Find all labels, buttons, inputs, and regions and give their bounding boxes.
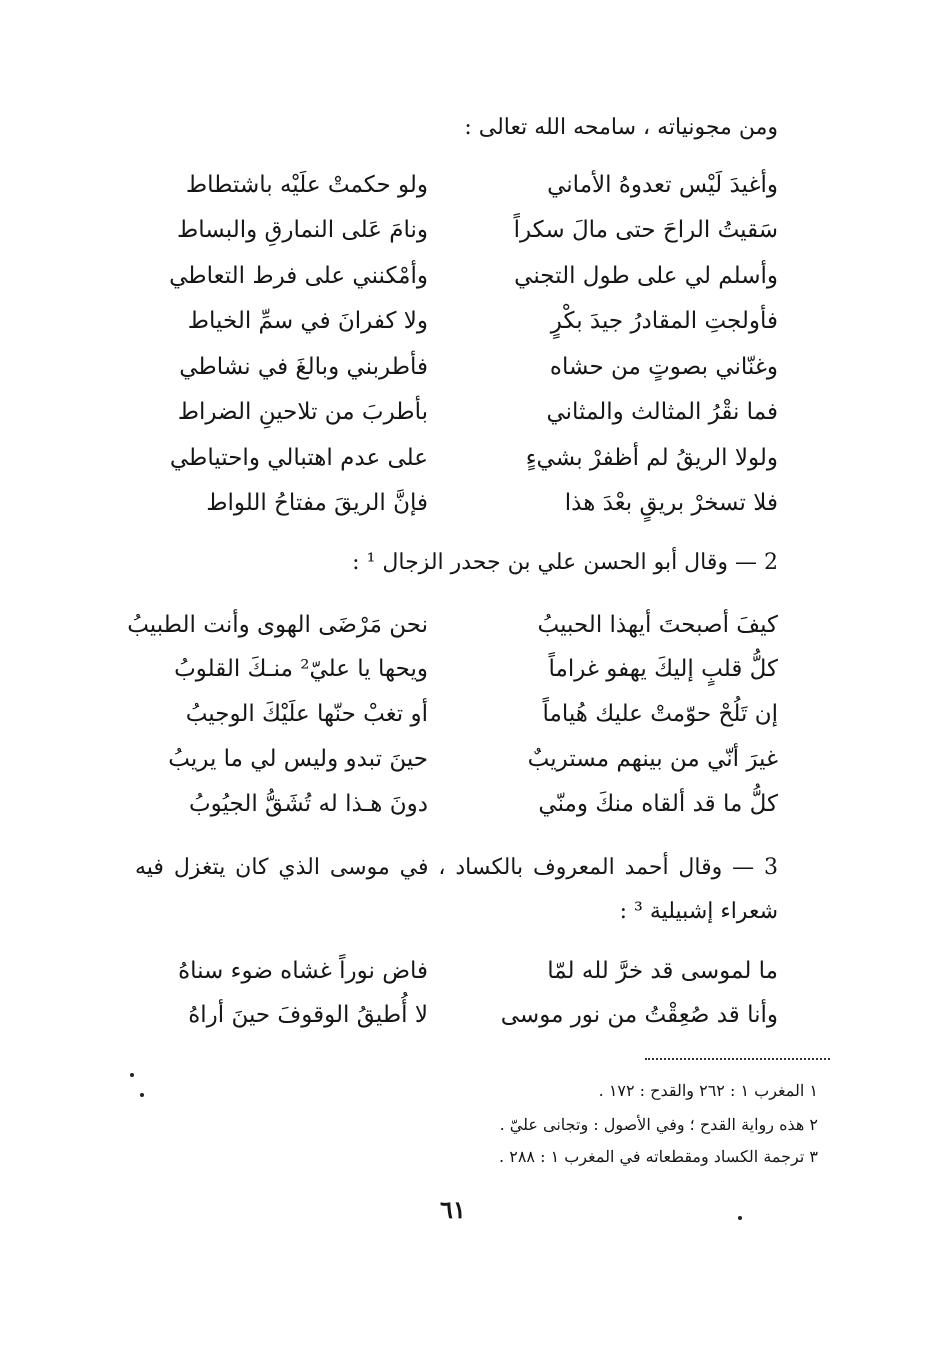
- poem2-verse3-second: أو تغبْ حنّها علَيْكَ الوجيبُ: [185, 701, 428, 727]
- speck-mark: [738, 1216, 742, 1220]
- footnote-3: ٣ ترجمة الكساد ومقطعاته في المغرب ١ : ٢٨٨ .: [499, 1147, 818, 1166]
- poem1-verse7-first: ولولا الريقُ لم أظفرْ بشيءٍ: [525, 445, 778, 471]
- poem1-verse5-first: وغنّاني بصوتٍ من حشاه: [549, 354, 778, 380]
- poem1-verse4-first: فأولجتِ المقادرُ جيدَ بكْرٍ: [550, 308, 778, 334]
- poem1-verse2-first: سَقيتُ الراحَ حتى مالَ سكراً: [513, 217, 778, 243]
- poem2-verse5-second: دونَ هـذا له تُشَقُّ الجيُوبُ: [189, 791, 428, 817]
- poem1-verse2-second: ونامَ عَلى النمارقِ والبساط: [176, 217, 428, 243]
- poem1-verse3-first: وأسلم لي على طول التجني: [514, 263, 778, 289]
- poem2-verse2-first: كلُّ قلبٍ إليكَ يهفو غراماً: [548, 656, 778, 682]
- poem1-verse8-second: فإنَّ الريقَ مفتاحُ اللواط: [206, 490, 428, 516]
- poem1-verse6-first: فما نقْرُ المثالث والمثاني: [546, 399, 778, 425]
- poem1-verse8-first: فلا تسخرْ بريقٍ بعْدَ هذا: [564, 490, 778, 516]
- poem2-verse1-first: كيفَ أصبحتَ أيهذا الحبيبُ: [537, 612, 778, 638]
- poem2-verse4-first: غيرَ أنّي من بينهم مستريبٌ: [527, 746, 778, 772]
- footnote-2: ٢ هذه رواية القدح ؛ وفي الأصول : وتجانى عليّ .: [499, 1115, 818, 1134]
- poem2-verse5-first: كلُّ ما قد ألقاه منكَ ومنّي: [538, 791, 778, 817]
- poem3-verse1-first: ما لموسى قد خرَّ لله لمّا: [547, 958, 778, 984]
- poem2-verse2-second: ويحها يا عليّ² منـكَ القلوبُ: [174, 656, 428, 682]
- poem3-verse1-second: فاض نوراً غشاه ضوء سناهُ: [178, 958, 428, 984]
- speck-mark: [130, 1073, 134, 1077]
- intro-line: ومن مجونياته ، سامحه الله تعالى :: [464, 115, 778, 140]
- poem3-verse2-second: لا أُطيقُ الوقوفَ حينَ أراهُ: [188, 1002, 428, 1028]
- poem1-verse1-first: وأغيدَ لَيْس تعدوهُ الأماني: [547, 172, 778, 198]
- footnote-1: ١ المغرب ١ : ٢٦٢ والقدح : ١٧٢ .: [598, 1081, 818, 1100]
- poem1-verse6-second: بأطربَ من تلاحينِ الضراط: [177, 399, 428, 425]
- poem3-verse2-first: وأنا قد صُعِقْتُ من نور موسى: [500, 1002, 778, 1028]
- poem1-verse1-second: ولو حكمتْ علَيْه باشتطاط: [185, 172, 428, 198]
- footnote-divider: [645, 1058, 830, 1060]
- page-number: ٦١: [440, 1195, 466, 1224]
- poem2-verse1-second: نحن مَرْضَى الهوى وأنت الطبيبُ: [127, 612, 428, 638]
- section3-heading: 3 — وقال أحمد المعروف بالكساد ، في موسى الذي كان يتغزل فيه شعراء إشبيلية ³ :: [135, 855, 778, 924]
- section2-heading: 2 — وقال أبو الحسن علي بن جحدر الزجال ¹ :: [352, 550, 778, 575]
- poem1-verse4-second: ولا كفرانَ في سمِّ الخياط: [187, 308, 428, 334]
- poem1-verse3-second: وأمْكنني على فرط التعاطي: [169, 263, 428, 289]
- poem2-verse4-second: حينَ تبدو وليس لي ما يريبُ: [168, 746, 428, 772]
- poem1-verse5-second: فأطربني وبالغَ في نشاطي: [179, 354, 428, 380]
- poem1-verse7-second: على عدم اهتبالي واحتياطي: [169, 445, 428, 471]
- speck-mark: [140, 1093, 144, 1097]
- poem2-verse3-first: إن تَلُحْ حوّمتْ عليك هُياماً: [542, 701, 778, 727]
